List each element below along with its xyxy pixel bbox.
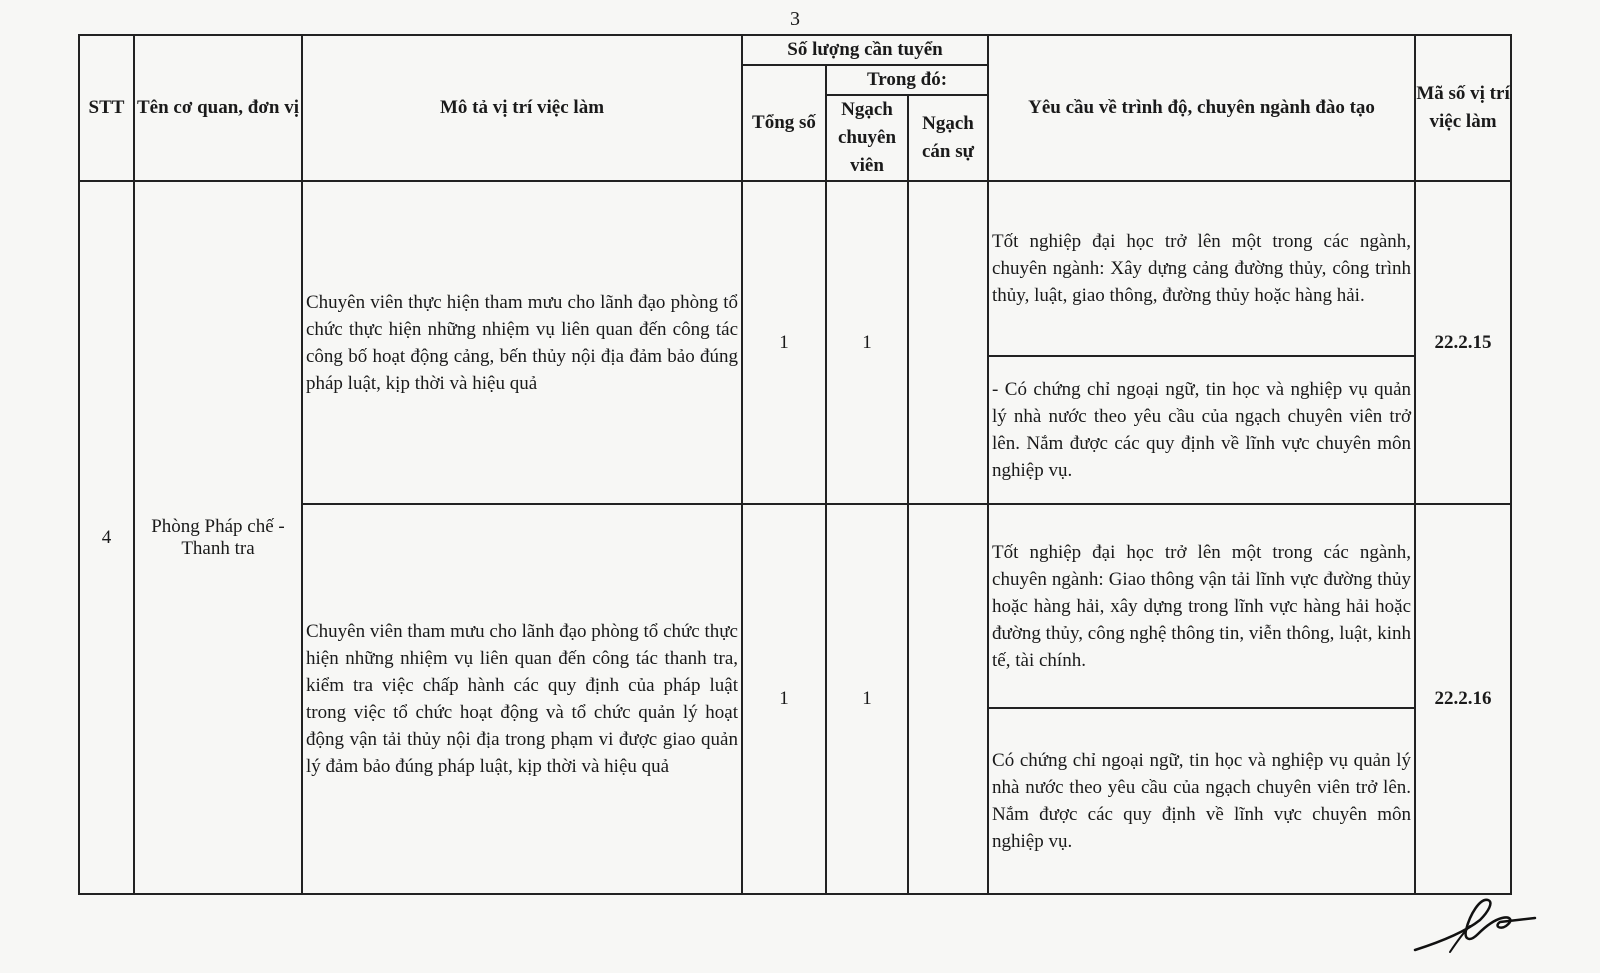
- header-agency: Tên cơ quan, đơn vị: [134, 35, 302, 181]
- requirement-degree-cell: Tốt nghiệp đại học trở lên một trong các ngành, chuyên ngành: Xây dựng cảng đường thủy, công trình thủy, luật, giao thông, đường thủy hoặc hàng hải.: [988, 181, 1415, 356]
- total-cell: 1: [742, 504, 826, 894]
- specialist-cell: 1: [826, 504, 908, 894]
- officer-cell: [908, 181, 988, 504]
- requirement-certificate-cell: - Có chứng chỉ ngoại ngữ, tin học và nghiệp vụ quản lý nhà nước theo yêu cầu của ngạch chuyên viên trở lên. Nắm được các quy định về lĩnh vực chuyên môn nghiệp vụ.: [988, 356, 1415, 504]
- requirement-certificate-cell: Có chứng chỉ ngoại ngữ, tin học và nghiệp vụ quản lý nhà nước theo yêu cầu của ngạch chuyên viên trở lên. Nắm được các quy định về lĩnh vực chuyên môn nghiệp vụ.: [988, 708, 1415, 894]
- table-row: [79, 181, 1511, 356]
- specialist-cell: 1: [826, 181, 908, 504]
- header-of-which: Trong đó:: [826, 65, 988, 95]
- agency-cell: Phòng Pháp chế - Thanh tra: [134, 181, 302, 894]
- header-officer-rank: Ngạch cán sự: [908, 95, 988, 181]
- header-specialist-rank: Ngạch chuyên viên: [826, 95, 908, 181]
- officer-cell: [908, 504, 988, 894]
- description-cell: Chuyên viên tham mưu cho lãnh đạo phòng tổ chức thực hiện những nhiệm vụ liên quan đến công tác thanh tra, kiểm tra việc chấp hành các quy định của pháp luật trong việc tổ chức hoạt động và tổ chức quản lý hoạt động vận tải thủy nội địa trong phạm vi được giao quản lý đảm bảo đúng pháp luật, kịp thời và hiệu quả: [302, 504, 742, 894]
- requirement-degree-cell: Tốt nghiệp đại học trở lên một trong các ngành, chuyên ngành: Giao thông vận tải lĩnh vực đường thủy hoặc hàng hải, xây dựng trong lĩnh vực hàng hải hoặc đường thủy, công nghệ thông tin, viễn thông, luật, kinh tế, tài chính.: [988, 504, 1415, 708]
- description-cell: Chuyên viên thực hiện tham mưu cho lãnh đạo phòng tổ chức thực hiện những nhiệm vụ liên quan đến công tác công bố hoạt động cảng, bến thủy nội địa đảm bảo đúng pháp luật, kịp thời và hiệu quả: [302, 181, 742, 504]
- header-description: Mô tả vị trí việc làm: [302, 35, 742, 181]
- header-requirements: Yêu cầu về trình độ, chuyên ngành đào tạo: [988, 35, 1415, 181]
- handwritten-signature: [1410, 890, 1540, 960]
- page-number: 3: [790, 8, 800, 30]
- header-quantity-group: Số lượng cần tuyển: [742, 35, 988, 65]
- header-stt: STT: [79, 35, 134, 181]
- recruitment-table: [78, 34, 1512, 895]
- position-code-cell: 22.2.16: [1415, 504, 1511, 894]
- stt-cell: 4: [79, 181, 134, 894]
- header-code: Mã số vị trí việc làm: [1415, 35, 1511, 181]
- total-cell: 1: [742, 181, 826, 504]
- position-code-cell: 22.2.15: [1415, 181, 1511, 504]
- header-total: Tổng số: [742, 65, 826, 181]
